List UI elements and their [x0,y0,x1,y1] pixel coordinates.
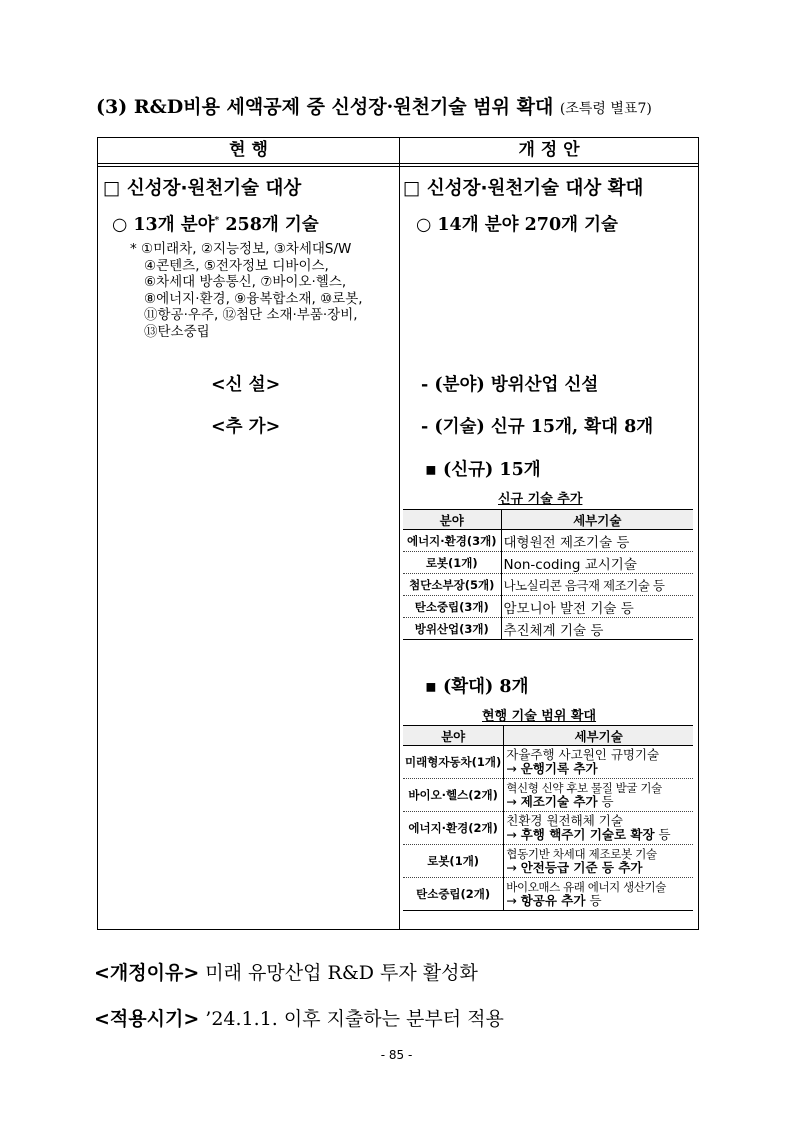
detail-current: 협동기반 차세대 제조로봇 기술 [506,847,657,861]
table-row [403,878,693,911]
col-header-detail: 세부기술 [501,510,693,530]
header-divider-double [98,166,698,167]
expand-table-caption: 현행 기술 범위 확대 [482,709,597,724]
footnote-line: ④콘텐츠, ⑤전자정보 디바이스, [144,257,329,274]
right-bullet: ○ 14개 분야 270개 기술 [416,215,618,235]
table-row [403,812,693,845]
detail-arrow: → [506,761,521,776]
footnote-line: ⑥차세대 방송통신, ⑦바이오·헬스, [144,274,347,290]
field-new-item: - (분야) 방위산업 신설 [421,375,599,395]
row-detail [504,878,693,911]
detail-change: 항공유 추가 [520,893,586,908]
row-detail [504,779,693,812]
tech-item: - (기술) 신규 15개, 확대 8개 [421,417,654,437]
revision-reason-label: <개정이유> [94,962,200,984]
footnote-marker: * [214,216,220,227]
header-proposed: 개 정 안 [518,140,580,160]
detail-tail: 등 [654,827,671,842]
table-row [403,574,693,596]
table-row [403,618,693,640]
new-subheading: ▪ (신규) 15개 [425,460,541,480]
row-detail [504,812,693,845]
detail-tail: 등 [585,893,602,908]
footnote-line: ⑪항공·우주, ⑫첨단 소재·부품·장비, [144,307,358,323]
detail-tail: 등 [597,794,614,809]
row-field: 에너지·환경(2개) [403,812,504,845]
detail-change: 제조기술 추가 [520,794,598,809]
footnote-line: ⑧에너지·환경, ⑨융복합소재, ⑩로봇, [144,290,363,307]
detail-arrow: → [506,893,521,908]
left-bullet-suffix: 258개 기술 [219,215,319,235]
left-bullet-prefix: ○ 13개 분야 [112,215,215,235]
detail-change: 후행 핵주기 기술로 확장 [520,827,655,842]
row-field: 미래형자동차(1개) [403,746,504,779]
expand-tech-table [403,725,693,911]
col-header-detail: 세부기술 [504,726,693,746]
detail-change: 안전등급 기준 등 추가 [520,860,643,875]
expand-subheading: ▪ (확대) 8개 [425,677,529,697]
row-detail: 추진체계 기술 등 [501,618,693,640]
column-divider [399,138,400,929]
left-section-heading: □ 신성장·원천기술 대상 [103,178,302,199]
row-field: 방위산업(3개) [403,618,501,640]
row-field: 첨단소부장(5개) [403,574,501,596]
table-row [403,552,693,574]
revision-reason [94,958,478,985]
row-detail: Non-coding 교시기술 [501,552,693,574]
table-row [403,530,693,552]
new-tech-table [403,509,693,640]
detail-current: 친환경 원전해체 기술 [506,813,623,828]
footnote-line: ⑬탄소중립 [144,323,210,340]
revision-reason-text: 미래 유망산업 R&D 투자 활성화 [199,962,478,984]
row-detail [504,845,693,878]
left-bullet [112,211,319,236]
title-main: (3) R&D비용 세액공제 중 신성장·원천기술 범위 확대 [96,96,554,118]
header-current: 현 행 [229,140,268,160]
row-detail: 대형원전 제조기술 등 [501,530,693,552]
page-number: - 85 - [380,1048,413,1062]
table-header-row [403,726,693,746]
table-row [403,779,693,812]
row-detail: 나노실리콘 음극재 제조기술 등 [501,574,693,596]
effective-date-text: ’24.1.1. 이후 지출하는 분부터 적용 [199,1008,504,1030]
detail-current: 바이오매스 유래 에너지 생산기술 [506,880,666,894]
table-row [403,746,693,779]
effective-date-label: <적용시기> [94,1008,200,1030]
table-row [403,596,693,618]
effective-date [94,1004,504,1031]
right-section-heading: □ 신성장·원천기술 대상 확대 [403,178,644,199]
table-row [403,845,693,878]
detail-arrow: → [506,827,521,842]
document-title [96,92,652,119]
row-detail [504,746,693,779]
title-reference: (조특령 별표7) [559,101,652,117]
detail-current: 자율주행 사고원인 규명기술 [506,747,660,762]
col-header-field: 분야 [403,510,501,530]
footnote-line: * ①미래차, ②지능정보, ③차세대S/W [130,241,352,257]
row-field: 바이오·헬스(2개) [403,779,504,812]
row-field: 탄소중립(3개) [403,596,501,618]
detail-current: 혁신형 신약 후보 물질 발굴 기술 [506,781,662,795]
row-field: 탄소중립(2개) [403,878,504,911]
row-field: 로봇(1개) [403,552,501,574]
row-field: 에너지·환경(3개) [403,530,501,552]
detail-change: 운행기록 추가 [520,761,598,776]
row-detail: 암모니아 발전 기술 등 [501,596,693,618]
col-header-field: 분야 [403,726,504,746]
header-divider [98,163,698,164]
new-label: <신 설> [211,375,281,395]
row-field: 로봇(1개) [403,845,504,878]
detail-arrow: → [506,860,521,875]
comparison-table [97,137,699,930]
add-label: <추 가> [211,417,281,437]
detail-arrow: → [506,794,521,809]
new-table-caption: 신규 기술 추가 [498,492,583,507]
table-header-row [403,510,693,530]
